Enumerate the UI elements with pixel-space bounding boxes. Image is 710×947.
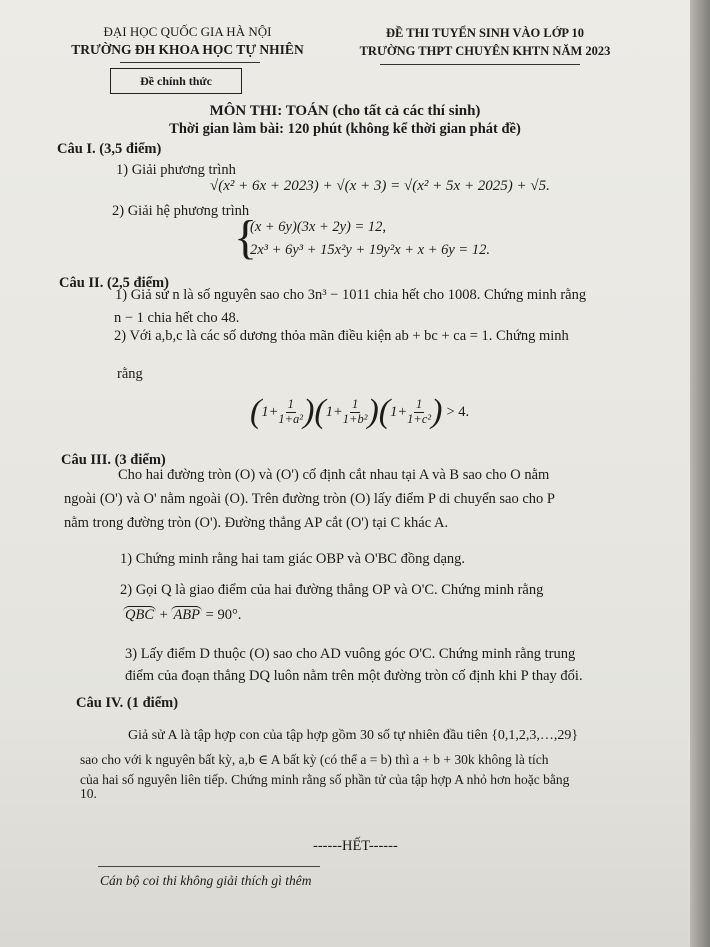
q3-part3-line2: điểm của đoạn thẳng DQ luôn nằm trên một đường tròn cố định khi P thay đổi. <box>125 668 583 684</box>
q3-part3-line1: 3) Lấy điểm D thuộc (O) sao cho AD vuông góc O'C. Chứng minh rằng trung <box>125 646 576 662</box>
q3-intro-line2: ngoài (O') và O' nằm ngoài (O). Trên đường tròn (O) lấy điểm P di chuyển sao cho P <box>64 491 555 507</box>
system-equation-1: (x + 6y)(3x + 2y) = 12, <box>250 219 387 235</box>
inequality: ( 1+ $\frac{1}{\text{1+a²}}$ )( 1+ $\frac{1}{\text{1+b²}}$ )( 1+ $\frac{1}{\text{1+c²}}$ ) > 4. <box>250 393 470 430</box>
q3-title: Câu III. (3 điểm) <box>61 452 166 468</box>
q3-part2-line1: 2) Gọi Q là giao điểm của hai đường thẳng OP và O'C. Chứng minh rằng <box>120 582 544 598</box>
university-name: ĐẠI HỌC QUỐC GIA HÀ NỘI <box>103 24 272 39</box>
q3-part1: 1) Chứng minh rằng hai tam giác OBP và O'BC đồng dạng. <box>120 551 466 567</box>
system-brace: { <box>234 211 258 264</box>
q2-part2-line2: rằng <box>117 366 143 382</box>
exam-time: Thời gian làm bài: 120 phút (không kể thời gian phát đề) <box>169 121 521 137</box>
q1-part2-label: 2) Giải hệ phương trình <box>112 203 250 219</box>
q2-part2-line1: 2) Với a,b,c là các số dương thỏa mãn điều kiện ab + bc + ca = 1. Chứng minh <box>114 328 569 344</box>
system-equation-2: 2x³ + 6y³ + 15x²y + 19y²x + x + 6y = 12. <box>250 242 490 258</box>
right-header-underline <box>380 64 580 65</box>
q4-line2: sao cho với k nguyên bất kỳ, a,b ∈ A bất kỳ (có thể a = b) thì a + b + 30k không là tích <box>80 752 549 767</box>
exam-school-year: TRƯỜNG THPT CHUYÊN KHTN NĂM 2023 <box>359 44 611 58</box>
footer-note: Cán bộ coi thi không giải thích gì thêm <box>100 873 312 888</box>
left-header-underline <box>120 62 260 63</box>
q1-equation: √(x² + 6x + 2023) + √(x + 3) = √(x² + 5x + 2025) + √5. <box>210 178 550 194</box>
q3-intro-line1: Cho hai đường tròn (O) và (O') cố định cắt nhau tại A và B sao cho O nằm <box>118 467 550 483</box>
arc-abp: ABP <box>173 607 201 623</box>
q2-part1-line1: 1) Giả sử n là số nguyên sao cho 3n³ − 1011 chia hết cho 1008. Chứng minh rằng <box>115 287 587 303</box>
q2-part1-line2: n − 1 chia hết cho 48. <box>114 310 240 326</box>
arc-qbc: QBC <box>125 607 154 623</box>
q3-intro-line3: nằm trong đường tròn (O'). Đường thẳng AP cắt (O') tại C khác A. <box>64 515 449 531</box>
exam-name: ĐỀ THI TUYỂN SINH VÀO LỚP 10 <box>386 26 584 40</box>
exam-subject: MÔN THI: TOÁN (cho tất cả các thí sinh) <box>209 103 481 119</box>
background-shadow <box>690 0 710 947</box>
footer-rule <box>98 866 320 867</box>
q4-title: Câu IV. (1 điểm) <box>76 695 179 711</box>
end-marker: ------HẾT------ <box>313 838 398 854</box>
q4-line4: 10. <box>80 786 97 801</box>
official-exam-box: Đề chính thức <box>110 68 242 94</box>
q1-part1-label: 1) Giải phương trình <box>116 162 236 178</box>
q2-title: Câu II. (2,5 điểm) <box>59 275 169 291</box>
q3-part2-equation: QBC + ABP = 90°. <box>125 607 242 623</box>
school-name: TRƯỜNG ĐH KHOA HỌC TỰ NHIÊN <box>71 42 304 57</box>
q1-title: Câu I. (3,5 điểm) <box>57 141 162 157</box>
q4-line3: của hai số nguyên liên tiếp. Chứng minh rằng số phần tử của tập hợp A nhỏ hơn hoặc bằng <box>80 772 570 787</box>
q4-line1: Giả sử A là tập hợp con của tập hợp gồm 30 số tự nhiên đầu tiên {0,1,2,3,…,29} <box>128 728 579 743</box>
